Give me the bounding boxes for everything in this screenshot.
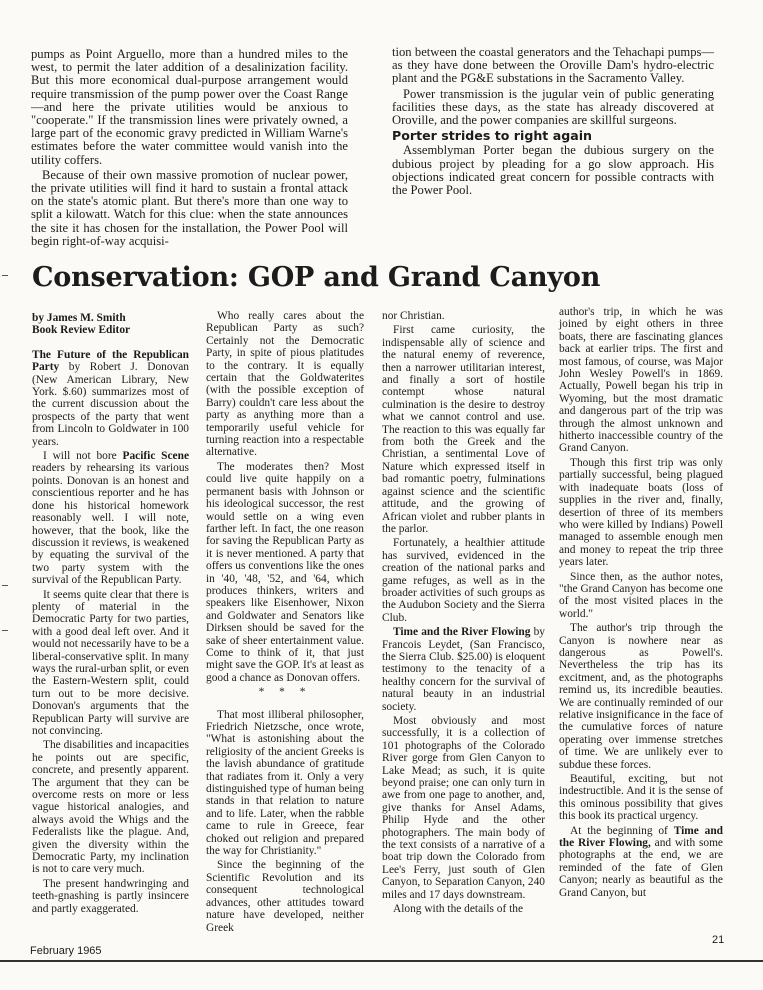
byline-title: Book Review Editor xyxy=(32,324,131,337)
section-subhead: Porter strides to right again xyxy=(392,128,592,144)
byline xyxy=(32,312,189,337)
paragraph: Power transmission is the jugular vein of public generating facilities these days, as the state has already discovered at Oroville, and the power companies are skillful surgeons. xyxy=(392,86,714,128)
paragraph: The moderates then? Most could live quite happily on a permanent basis with Johnson or his ideological successor, the rest would settle on a wing even farther left. In fact, the one reason for saving the Republican Party as it is never mentioned. A party that offers us conventions like the ones in '40, '48, '52, and '64, which produces thinkers, writers and speakers like Eisenhower, Nixon and Goldwater and Senators like Dirksen should be saved for the sake of sheer entertainment value. Come to think of it, that just might save the GOP. It's at least as good a chance as Donovan offers. xyxy=(206,460,364,684)
article-column-4 xyxy=(559,306,723,901)
paragraph: The disabilities and incapacities he points out are specific, concrete, and presently apparent. The argument that they can be overcome rests on more or less vague historical analogies, and always avoid the Whigs and the Federalists like the plague. And, given the diversity within the Democratic Party, my inclination is not to care very much. xyxy=(32,739,189,876)
margin-mark xyxy=(2,630,8,631)
paragraph: Because of their own massive promotion of nuclear power, the private utilities will find it hard to sustain a frontal attack on the state's atomic plant. But there's more than one way to split a kilowatt. Watch for this clue: when the state announces the site it has chosen for the installation, the Power Pool will begin right-of-way acquisi- xyxy=(31,167,348,248)
paragraph: It seems quite clear that there is plenty of material in the Democratic Party for two parties, with a good deal left over. And it would not necessarily have to be a liberal-conservative split. In many ways the rural-urban split, or even the Eastern-Western split, could turn out to be more decisive. Donovan's arguments that the Republican Party will survive are not convincing. xyxy=(32,588,189,737)
top-column-1 xyxy=(31,48,348,250)
paragraph: The author's trip through the Canyon is nowhere near as dangerous as Powell's. Nevertheless the trip has its excitment, and, as the photographs remind us, its incredible beauties. We are continually reminded of our relative insignificance in the face of the cumulative forces of nature operating over immense stretches of time. We are unlikely ever to subdue these forces. xyxy=(559,622,723,771)
paragraph: Beautiful, exciting, but not indestructible. And it is the sense of this ominous possibility that gives this book its practical urgency. xyxy=(559,773,723,823)
article-column-1 xyxy=(32,312,189,917)
article-column-2 xyxy=(206,310,364,936)
paragraph: I will not bore Pacific Scene readers by rehearsing its various points. Donovan is an honest and conscientious reporter and he has done his historical homework reasonably well. I will note, however, that the book, like the discussion it reviews, is weakened by equating the survival of the two party system with the survival of the Republican Party. xyxy=(32,450,189,587)
paragraph: At the beginning of Time and the River Flowing, and with some photographs at the end, we are reminded of the fate of Glen Canyon; nearly as beautiful as the Grand Canyon, but xyxy=(559,824,723,899)
margin-mark xyxy=(2,275,8,276)
article-column-3 xyxy=(382,310,545,918)
paragraph: Along with the details of the xyxy=(393,903,524,916)
paragraph: The Future of the Republican Party by Robert J. Donovan (New American Library, New York. $.60) summarizes most of the current discussion about the prospects of the party that went from Lincoln to Goldwater in 100 years. xyxy=(32,348,189,448)
margin-mark xyxy=(2,585,8,586)
magazine-name: Pacific Scene xyxy=(122,450,189,463)
paragraph: Since then, as the author notes, "the Grand Canyon has become one of the most visited places in the world." xyxy=(559,570,723,620)
book-title: Time and the River Flowing, xyxy=(559,824,723,850)
issue-date: February 1965 xyxy=(30,945,102,957)
paragraph: Assemblyman Porter began the dubious surgery on the dubious project by pleading for a go slow approach. His objections indicated great concern for possible contracts with the Power Pool. xyxy=(392,143,714,198)
paragraph: Though this first trip was only partially successful, being plagued with inadequate boats (loss of supplies in the river and, finally, desertion of three of its members who were killed by Indians) Powell managed to assemble enough men and money to repeat the trip three years later. xyxy=(559,456,723,569)
paragraph: Who really cares about the Republican Party as such? Certainly not the Democratic Party, in spite of pious platitudes to the contrary. It is equally certain that the Goldwaterites (with the possible exception of Barry) couldn't care less about the party as anything more than a temporarily useful vehicle for turning reaction into a respectable alternative. xyxy=(206,310,364,459)
paragraph: Time and the River Flowing by Francois Leydet, (San Francisco, the Sierra Club. $25.00) is eloquent testimony to the tenacity of a healthy concern for the survival of natural beauty in an industrial society. xyxy=(382,626,545,713)
section-separator: * * * xyxy=(258,686,312,699)
paragraph: author's trip, in which he was joined by eight others in three boats, there are fascinating glances back at earlier trips. The first and most famous, of course, was Major John Wesley Powell's in 1869. Actually, Powell began his trip in Wyoming, but the most dramatic and dangerous part of the trip was through the almost unknown and hitherto inaccessible country of the Grand Canyon. xyxy=(559,306,723,455)
paragraph: That most illiberal philosopher, Friedrich Nietzsche, once wrote, "What is astonishing about the religiosity of the ancient Greeks is the lavish abundance of gratitude that radiates from it. Only a very distinguished type of human being stands in that relation to nature and to life. Later, when the rabble came to rule in Greece, fear choked out religion and prepared the way for Christianity." xyxy=(206,708,364,858)
byline-name: by James M. Smith xyxy=(32,312,126,324)
page-number: 21 xyxy=(712,934,725,946)
paragraph: Fortunately, a healthier attitude has survived, evidenced in the creation of the national parks and game refuges, as well as in the broader activities of such groups as the Audubon Society and the Sierra Club. xyxy=(382,537,545,624)
paragraph: Most obviously and most successfully, it is a collection of 101 photographs of the Colorado River gorge from Glen Canyon to Lake Mead; as such, it is quite beyond praise; one can only turn in awe from one page to another, and, give thanks for Ansel Adams, Philip Hyde and the other photographers. The main body of the text consists of a narrative of a boat trip down the Colorado from Lee's Ferry, just south of Glen Canyon, to Separation Canyon, 240 miles and 17 days downstream. xyxy=(382,715,545,901)
book-title: The Future of the Republican Party xyxy=(32,348,189,374)
paragraph: nor Christian. xyxy=(382,310,445,322)
paragraph: First came curiosity, the indispensable ally of science and the natural enemy of reverence, then a narrower utilitarian interest, and finally a sort of hostile contempt whose natural culmination is the desire to destroy what we cannot control and use. The reaction to this was equally far from both the Greek and the Christian, a sentimental Love of Nature which expressed itself in bad romantic poetry, fulminations against science and the scientific attitude, and the growing of African violet and rubber plants in the parlor. xyxy=(382,324,545,535)
paragraph: tion between the coastal generators and the Tehachapi pumps—as they have done between the Oroville Dam's hydro-electric plant and the PG&E substations in the Sacramento Valley. xyxy=(392,45,714,86)
book-title: Time and the River Flowing xyxy=(393,626,531,639)
paragraph: pumps as Point Arguello, more than a hundred miles to the west, to permit the later addition of a desalinization facility. But this more economical dual-purpose arrangement would require transmission of the pump power over the Coast Range—and here the private utilities would be anxious to "cooperate." If the transmission lines were privately owned, a large part of the economic gravy predicted in William Warne's estimates before the water committee would vanish into the utility coffers. xyxy=(31,47,348,167)
paragraph: The present handwringing and teeth-gnashing is partly insincere and partly exaggerated. xyxy=(32,877,189,915)
paragraph: Since the beginning of the Scientific Revolution and its consequent technological advances, other attitudes toward nature have developed, neither Greek xyxy=(206,859,364,934)
bottom-rule xyxy=(0,960,763,962)
article-headline: Conservation: GOP and Grand Canyon xyxy=(32,262,601,293)
top-column-2 xyxy=(392,46,714,199)
